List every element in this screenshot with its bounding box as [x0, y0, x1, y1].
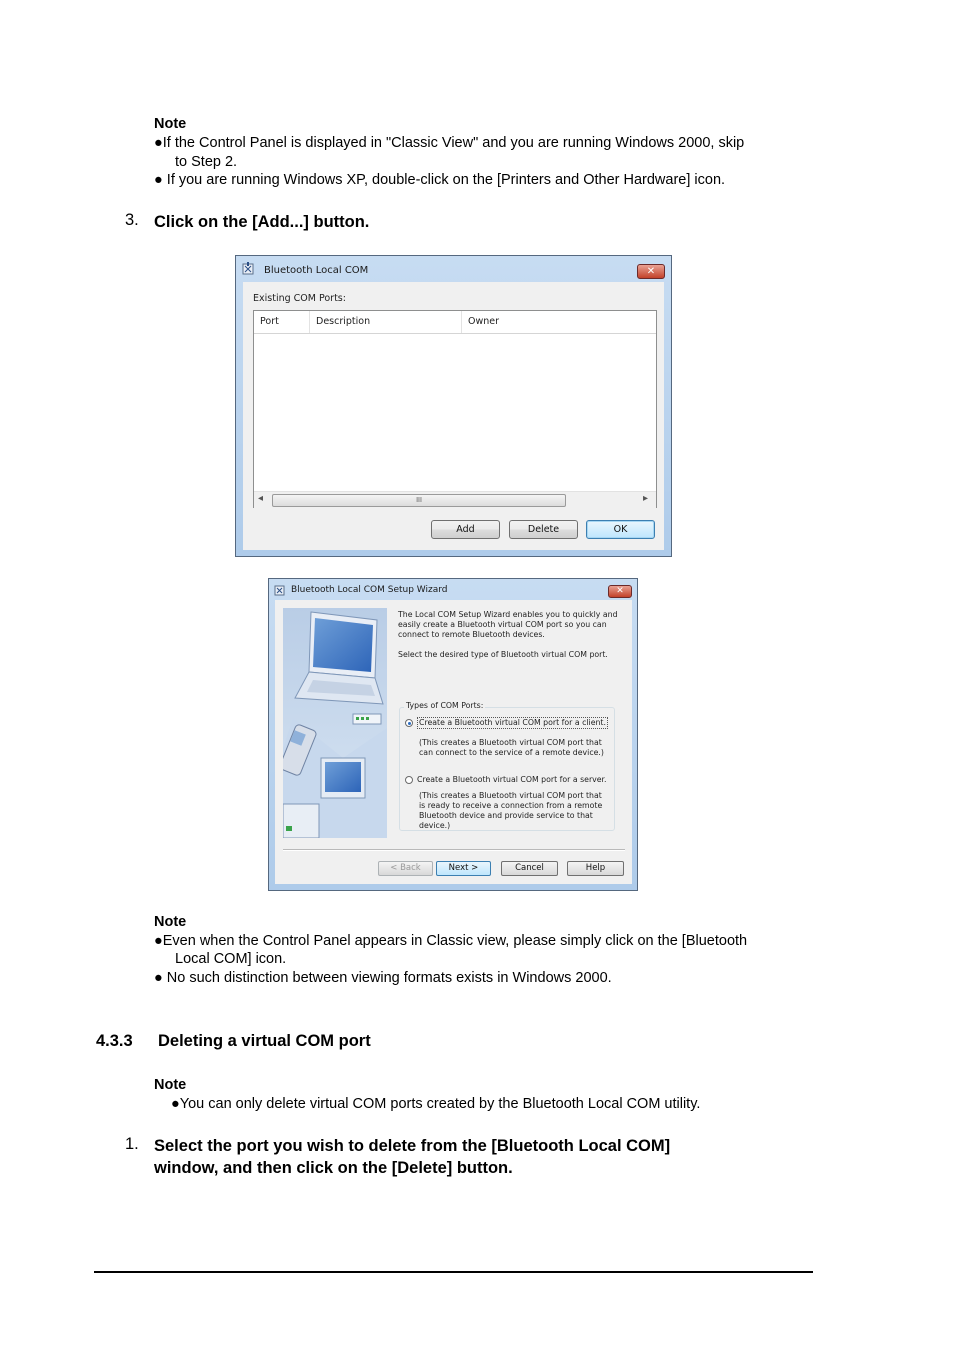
com-ports-list[interactable] — [253, 310, 657, 508]
window-title: Bluetooth Local COM Setup Wizard — [291, 585, 448, 595]
step-text: window, and then click on the [Delete] button. — [154, 1159, 513, 1177]
back-button[interactable]: < Back — [378, 861, 433, 876]
step-text: Select the port you wish to delete from the [Bluetooth Local COM] — [154, 1137, 671, 1155]
client-port-radio[interactable] — [405, 719, 413, 727]
scroll-right-icon[interactable]: ▸ — [643, 493, 649, 504]
client-port-description: (This creates a Bluetooth virtual COM port that can connect to the service of a remote device.) — [419, 738, 604, 757]
scrollbar-thumb[interactable] — [272, 494, 566, 507]
delete-button[interactable]: Delete — [509, 520, 578, 539]
cancel-button[interactable]: Cancel — [501, 861, 558, 876]
horizontal-scrollbar[interactable] — [254, 491, 656, 508]
note-line: ●If the Control Panel is displayed in "Classic View" and you are running Windows 2000, skip — [154, 135, 745, 151]
bluetooth-app-icon — [242, 262, 254, 276]
add-button[interactable]: Add — [431, 520, 500, 539]
bluetooth-local-com-window — [235, 255, 672, 557]
wizard-intro-text: The Local COM Setup Wizard enables you to quickly and easily create a Bluetooth virtual COM port so you can connect to remote Bluetooth devices. — [398, 610, 618, 639]
note-line: ● If you are running Windows XP, double-click on the [Printers and Other Hardware] icon. — [154, 172, 726, 188]
section-number: 4.3.3 — [96, 1032, 133, 1050]
group-label: Types of COM Ports: — [406, 701, 484, 710]
scroll-left-icon[interactable]: ◂ — [258, 493, 264, 504]
bluetooth-app-icon — [274, 584, 285, 597]
next-button[interactable]: Next > — [436, 861, 491, 876]
close-icon: ✕ — [616, 586, 624, 596]
dialog-client-area — [243, 282, 664, 550]
server-port-radio[interactable] — [405, 776, 413, 784]
list-header — [254, 311, 656, 334]
client-port-option-label[interactable]: Create a Bluetooth virtual COM port for a client. — [419, 718, 606, 727]
server-port-description: (This creates a Bluetooth virtual COM port that is ready to receive a connection from a remote Bluetooth device and provide service to that device.) — [419, 791, 603, 830]
section-title: Deleting a virtual COM port — [158, 1032, 371, 1050]
column-header-description[interactable]: Description — [310, 311, 462, 333]
note-heading: Note — [154, 116, 187, 132]
step-number: 3. — [125, 211, 139, 229]
note-heading: Note — [154, 914, 187, 930]
scroll-grip-icon: III — [416, 497, 422, 504]
column-header-port[interactable]: Port — [254, 311, 310, 333]
column-header-owner[interactable]: Owner — [468, 316, 500, 327]
step-number: 1. — [125, 1135, 139, 1153]
wizard-select-prompt: Select the desired type of Bluetooth virtual COM port. — [398, 650, 608, 659]
wizard-divider — [283, 849, 625, 851]
close-button[interactable] — [608, 585, 632, 598]
wizard-illustration — [283, 608, 387, 838]
note-line: ●Even when the Control Panel appears in Classic view, please simply click on the [Bluetooth — [154, 933, 748, 949]
note-line: Local COM] icon. — [175, 951, 287, 967]
window-title: Bluetooth Local COM — [264, 265, 369, 276]
close-icon: ✕ — [646, 266, 656, 277]
ok-button[interactable]: OK — [586, 520, 655, 539]
footer-rule — [94, 1271, 813, 1273]
step-text: Click on the [Add...] button. — [154, 213, 370, 231]
setup-wizard-window — [268, 578, 638, 891]
close-button[interactable] — [637, 264, 665, 279]
note-heading: Note — [154, 1077, 187, 1093]
note-line: to Step 2. — [175, 154, 238, 170]
note-line: ●You can only delete virtual COM ports created by the Bluetooth Local COM utility. — [171, 1096, 701, 1112]
server-port-option-label[interactable]: Create a Bluetooth virtual COM port for a server. — [417, 775, 607, 784]
wizard-client-area — [275, 600, 632, 884]
help-button[interactable]: Help — [567, 861, 624, 876]
note-line: ● No such distinction between viewing formats exists in Windows 2000. — [154, 970, 612, 986]
existing-ports-label: Existing COM Ports: — [253, 293, 346, 304]
